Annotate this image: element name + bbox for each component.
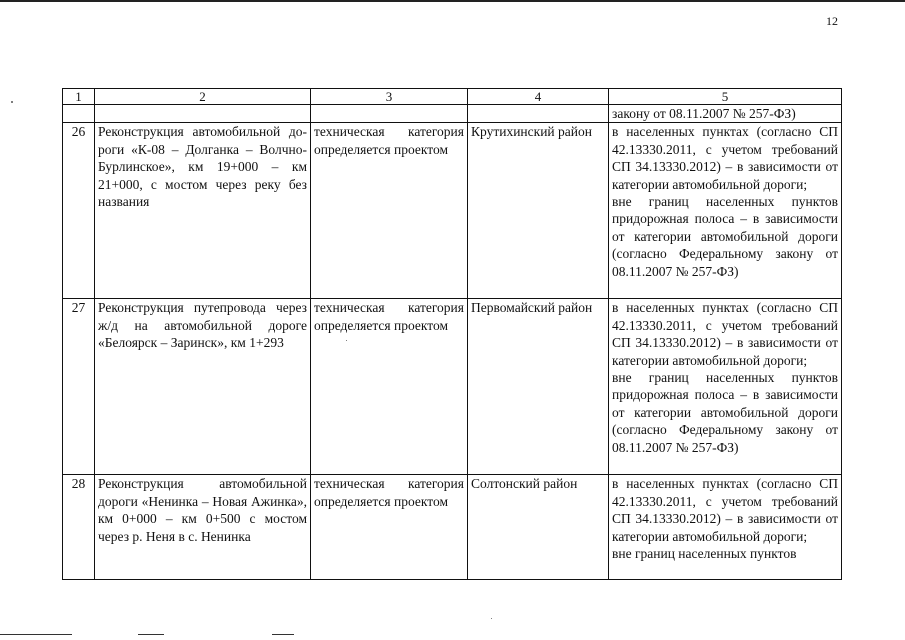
- scan-bottom-mark: [0, 634, 72, 635]
- zone-settlement: в населенных пунктах (согласно СП 42.13330.2011, с учетом требований СП 34.13330.2012) – в зависимости от категории автомобильной дороги;: [612, 476, 838, 544]
- technical-category: техническая категория определяется проектом: [311, 475, 468, 580]
- district: Солтонский район: [468, 475, 609, 580]
- continuation-text: закону от 08.11.2007 № 257-ФЗ): [609, 105, 842, 123]
- zone-outside: вне границ населенных пунктов: [612, 546, 797, 562]
- table-row: [63, 299, 842, 475]
- zone-outside: вне границ населенных пунктов придорожная полоса – в зависимости от категории автомобильной дороги (согласно Федеральному закону от 08.11.2007 № 257-ФЗ): [612, 370, 838, 455]
- scan-bottom-mark: [272, 634, 294, 635]
- continuation-row: [63, 105, 842, 123]
- table-header-row: [63, 89, 842, 105]
- page-number: 12: [826, 14, 838, 28]
- scan-top-edge: [0, 0, 905, 2]
- object-description: Реконструкция автомобильной дороги «К-08 – Долганка – Волчно-Бурлинское», км 19+000 – км 21+000, с мостом через реку без названия: [95, 123, 311, 299]
- scan-speck: [11, 101, 13, 103]
- row-number: 27: [63, 299, 95, 475]
- column-header: 3: [311, 89, 468, 105]
- zone-text: [609, 123, 842, 299]
- column-header: 1: [63, 89, 95, 105]
- table-row: [63, 123, 842, 299]
- table-row: [63, 475, 842, 580]
- column-header: 2: [95, 89, 311, 105]
- district: Первомайский район: [468, 299, 609, 475]
- roads-table: [62, 88, 842, 580]
- district: Крутихинский район: [468, 123, 609, 299]
- column-header: 4: [468, 89, 609, 105]
- zone-text: [609, 475, 842, 580]
- row-number: 28: [63, 475, 95, 580]
- scan-bottom-mark: [138, 634, 164, 635]
- zone-text: [609, 299, 842, 475]
- column-header: 5: [609, 89, 842, 105]
- zone-settlement: в населенных пунктах (согласно СП 42.13330.2011, с учетом требований СП 34.13330.2012) – в зависимости от категории автомобильной дороги;: [612, 124, 838, 192]
- technical-category: техническая категория определяется проектом: [311, 123, 468, 299]
- object-description: Реконструкция путепровода через ж/д на автомобильной дороге «Белоярск – Заринск», км 1+293: [95, 299, 311, 475]
- zone-outside: вне границ населенных пунктов придорожная полоса – в зависимости от категории автомобильной дороги (согласно Федеральному закону от 08.11.2007 № 257-ФЗ): [612, 194, 838, 279]
- row-number: 26: [63, 123, 95, 299]
- technical-category: техническая категория определяется проектом: [311, 299, 468, 475]
- zone-settlement: в населенных пунктах (согласно СП 42.13330.2011, с учетом требований СП 34.13330.2012) – в зависимости от категории автомобильной дороги;: [612, 300, 838, 368]
- object-description: Реконструкция автомобильной дороги «Ненинка – Новая Ажинка», км 0+000 – км 0+500 с мостом через р. Неня в с. Ненинка: [95, 475, 311, 580]
- scan-speck: [491, 618, 492, 619]
